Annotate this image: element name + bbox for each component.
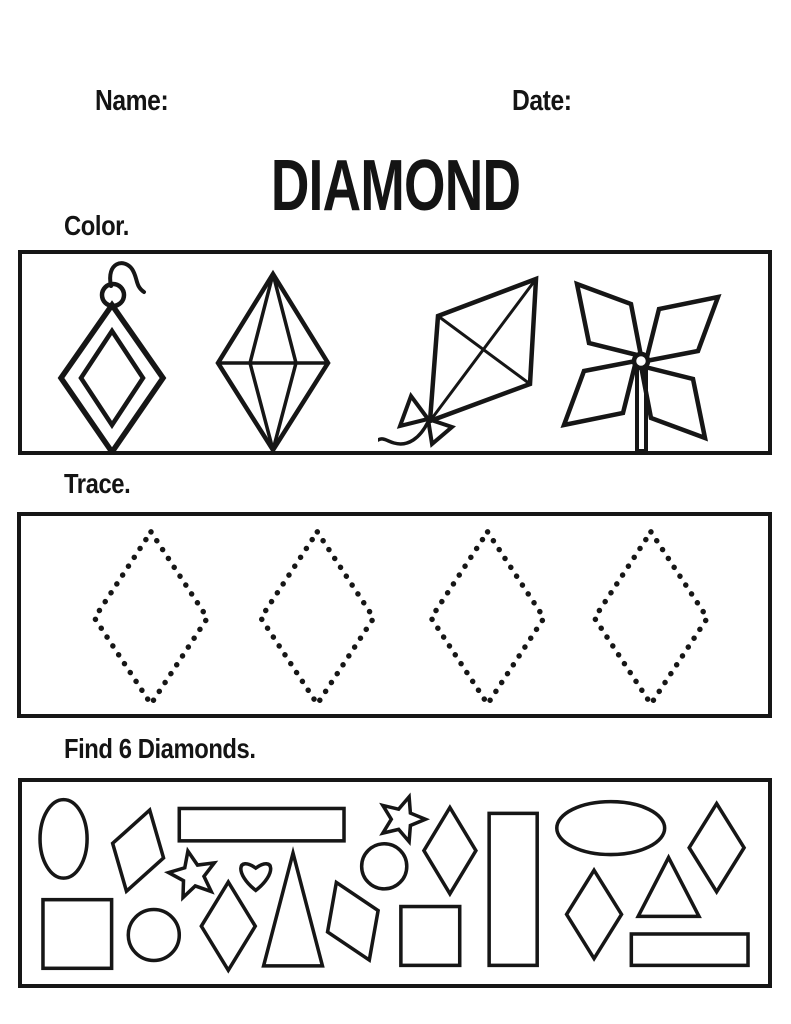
- kite-image: [378, 258, 558, 455]
- diamond-earring-image: [45, 258, 215, 455]
- find-shapes-canvas: [22, 782, 768, 984]
- circle-shape[interactable]: [128, 909, 179, 960]
- pinwheel-hub: [634, 354, 648, 368]
- rect-shape[interactable]: [631, 934, 748, 965]
- rect-shape[interactable]: [179, 808, 344, 840]
- ellipse-shape[interactable]: [40, 800, 87, 878]
- trace-diamond-outline[interactable]: [261, 532, 374, 704]
- trace-instruction: Trace.: [64, 468, 131, 499]
- diamond-shape[interactable]: [689, 804, 744, 892]
- color-instruction: Color.: [64, 210, 129, 241]
- diamond-shape[interactable]: [424, 807, 476, 893]
- rect-shape[interactable]: [43, 900, 112, 969]
- ellipse-shape[interactable]: [557, 802, 665, 855]
- color-activity-box: [18, 250, 772, 455]
- diamond-gem-image: [206, 258, 376, 455]
- diamond-shape[interactable]: [567, 870, 622, 958]
- diamond-shape[interactable]: [201, 882, 255, 970]
- date-label: Date:: [512, 85, 572, 117]
- name-label: Name:: [95, 85, 169, 117]
- page-title: DIAMOND: [270, 146, 521, 226]
- triangle-shape[interactable]: [638, 858, 699, 917]
- rect-shape[interactable]: [401, 907, 460, 966]
- trace-activity-box: [17, 512, 772, 718]
- trace-diamond-outline[interactable]: [95, 532, 208, 704]
- diamond-earring-drawing: [45, 258, 215, 455]
- gem-facets: [218, 274, 328, 450]
- circle-shape[interactable]: [362, 844, 407, 889]
- diamond-shape[interactable]: [101, 803, 175, 899]
- trace-diamonds-canvas: [21, 516, 768, 714]
- heart-shape[interactable]: [241, 864, 271, 891]
- kite-drawing: [378, 258, 558, 455]
- star-shape[interactable]: [383, 797, 426, 842]
- pinwheel-image: [556, 258, 726, 455]
- earring-inner-diamond: [81, 331, 143, 425]
- rect-shape[interactable]: [489, 813, 537, 965]
- trace-diamond-outline[interactable]: [431, 532, 544, 704]
- triangle-shape[interactable]: [264, 853, 323, 966]
- find-activity-box: [18, 778, 772, 988]
- star-shape[interactable]: [169, 851, 215, 897]
- trace-diamond-outline[interactable]: [594, 532, 707, 704]
- earring-hook: [110, 263, 144, 292]
- diamond-gem-drawing: [206, 258, 376, 455]
- find-instruction: Find 6 Diamonds.: [64, 733, 256, 764]
- pinwheel-drawing: [556, 258, 726, 455]
